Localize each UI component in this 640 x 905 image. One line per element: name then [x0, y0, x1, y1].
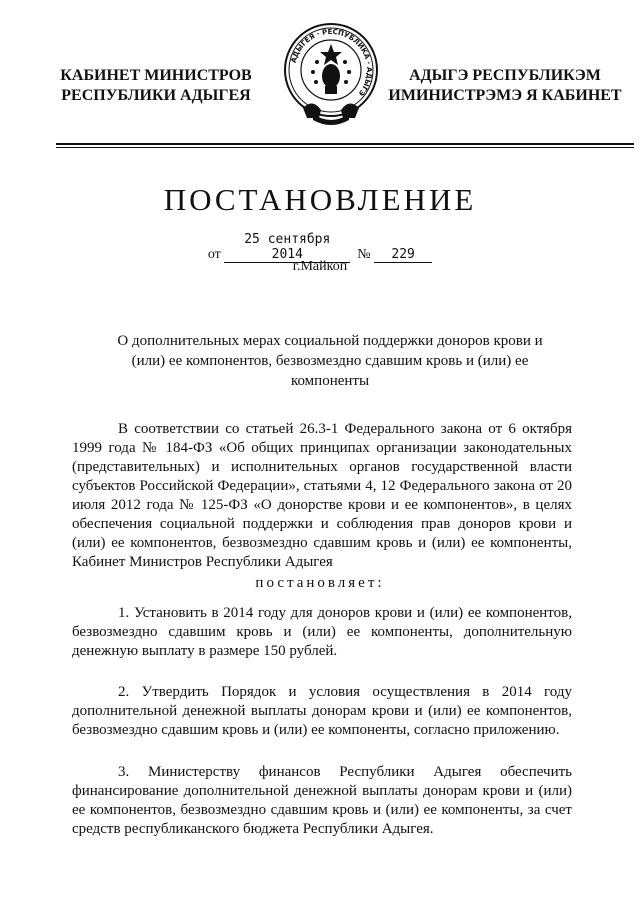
resolution-item-2: 2. Утвердить Порядок и условия осуществления в 2014 году дополнительной денежной выплаты донорам крови и (или) ее компонентов, безвозмездно сдавшим кровь и (или) ее компоненты, согласно приложению.: [72, 684, 572, 738]
issuer-name-adyghe: [385, 66, 625, 106]
issuer-name-russian: [36, 66, 276, 106]
resolution-item-3: 3. Министерству финансов Республики Адыгея обеспечить финансирование дополнительной денежной выплаты донорам крови и (или) ее компонентов, безвозмездно сдавшим кровь и (или) ее компоненты, за счет средств республиканского бюджета Республики Адыгея.: [72, 764, 572, 837]
header-divider-thin: [56, 147, 634, 148]
issuer-adyghe-line-1: АДЫГЭ РЕСПУБЛИКЭМ: [409, 67, 601, 84]
document-title: ПОСТАНОВЛЕНИЕ: [163, 182, 477, 217]
number-prefix: №: [357, 247, 371, 262]
document-city: г.Майкоп: [292, 259, 348, 274]
issuer-line-1: КАБИНЕТ МИНИСТРОВ: [60, 67, 252, 84]
header-divider-thick: [56, 143, 634, 145]
issuer-line-2: РЕСПУБЛИКИ АДЫГЕЯ: [61, 87, 251, 104]
coat-of-arms-emblem: [281, 14, 381, 130]
document-subject: О дополнительных мерах социальной поддержки доноров крови и (или) ее компонентов, безвозмездно сдавшим кровь и (или) ее компоненты: [117, 333, 543, 389]
resolution-item-1: 1. Установить в 2014 году для доноров крови и (или) ее компонентов, безвозмездно сдавшим кровь и (или) ее компоненты, дополнительную денежную выплату в размере 150 рублей.: [72, 605, 572, 659]
date-prefix: от: [207, 247, 221, 262]
issuer-adyghe-line-2: ИМИНИСТРЭМЭ Я КАБИНЕТ: [388, 87, 622, 104]
resolve-word: постановляет:: [255, 575, 385, 591]
preamble-paragraph: В соответствии со статьей 26.3-1 Федерального закона от 6 октября 1999 года № 184-ФЗ «Об общих принципах организации законодательных (представительных) и исполнительных органов государственной власти субъектов Российской Федерации», статьями 4, 12 Федерального закона от 20 июля 2012 года № 125-ФЗ «О донорстве крови и ее компонентов», в целях обеспечения социальной поддержки и соблюдения прав доноров крови и (или) ее компонентов, безвозмездно сдавшим кровь и (или) ее компоненты, Кабинет Министров Республики Адыгея: [72, 421, 572, 570]
document-number: 229: [374, 247, 432, 263]
document-date: 25 сентября 2014: [224, 232, 350, 263]
svg-text:АДЫГЕЯ · РЕСПУБЛИКА · АДЫГЭ: АДЫГЕЯ · РЕСПУБЛИКА · АДЫГЭ: [289, 27, 374, 98]
